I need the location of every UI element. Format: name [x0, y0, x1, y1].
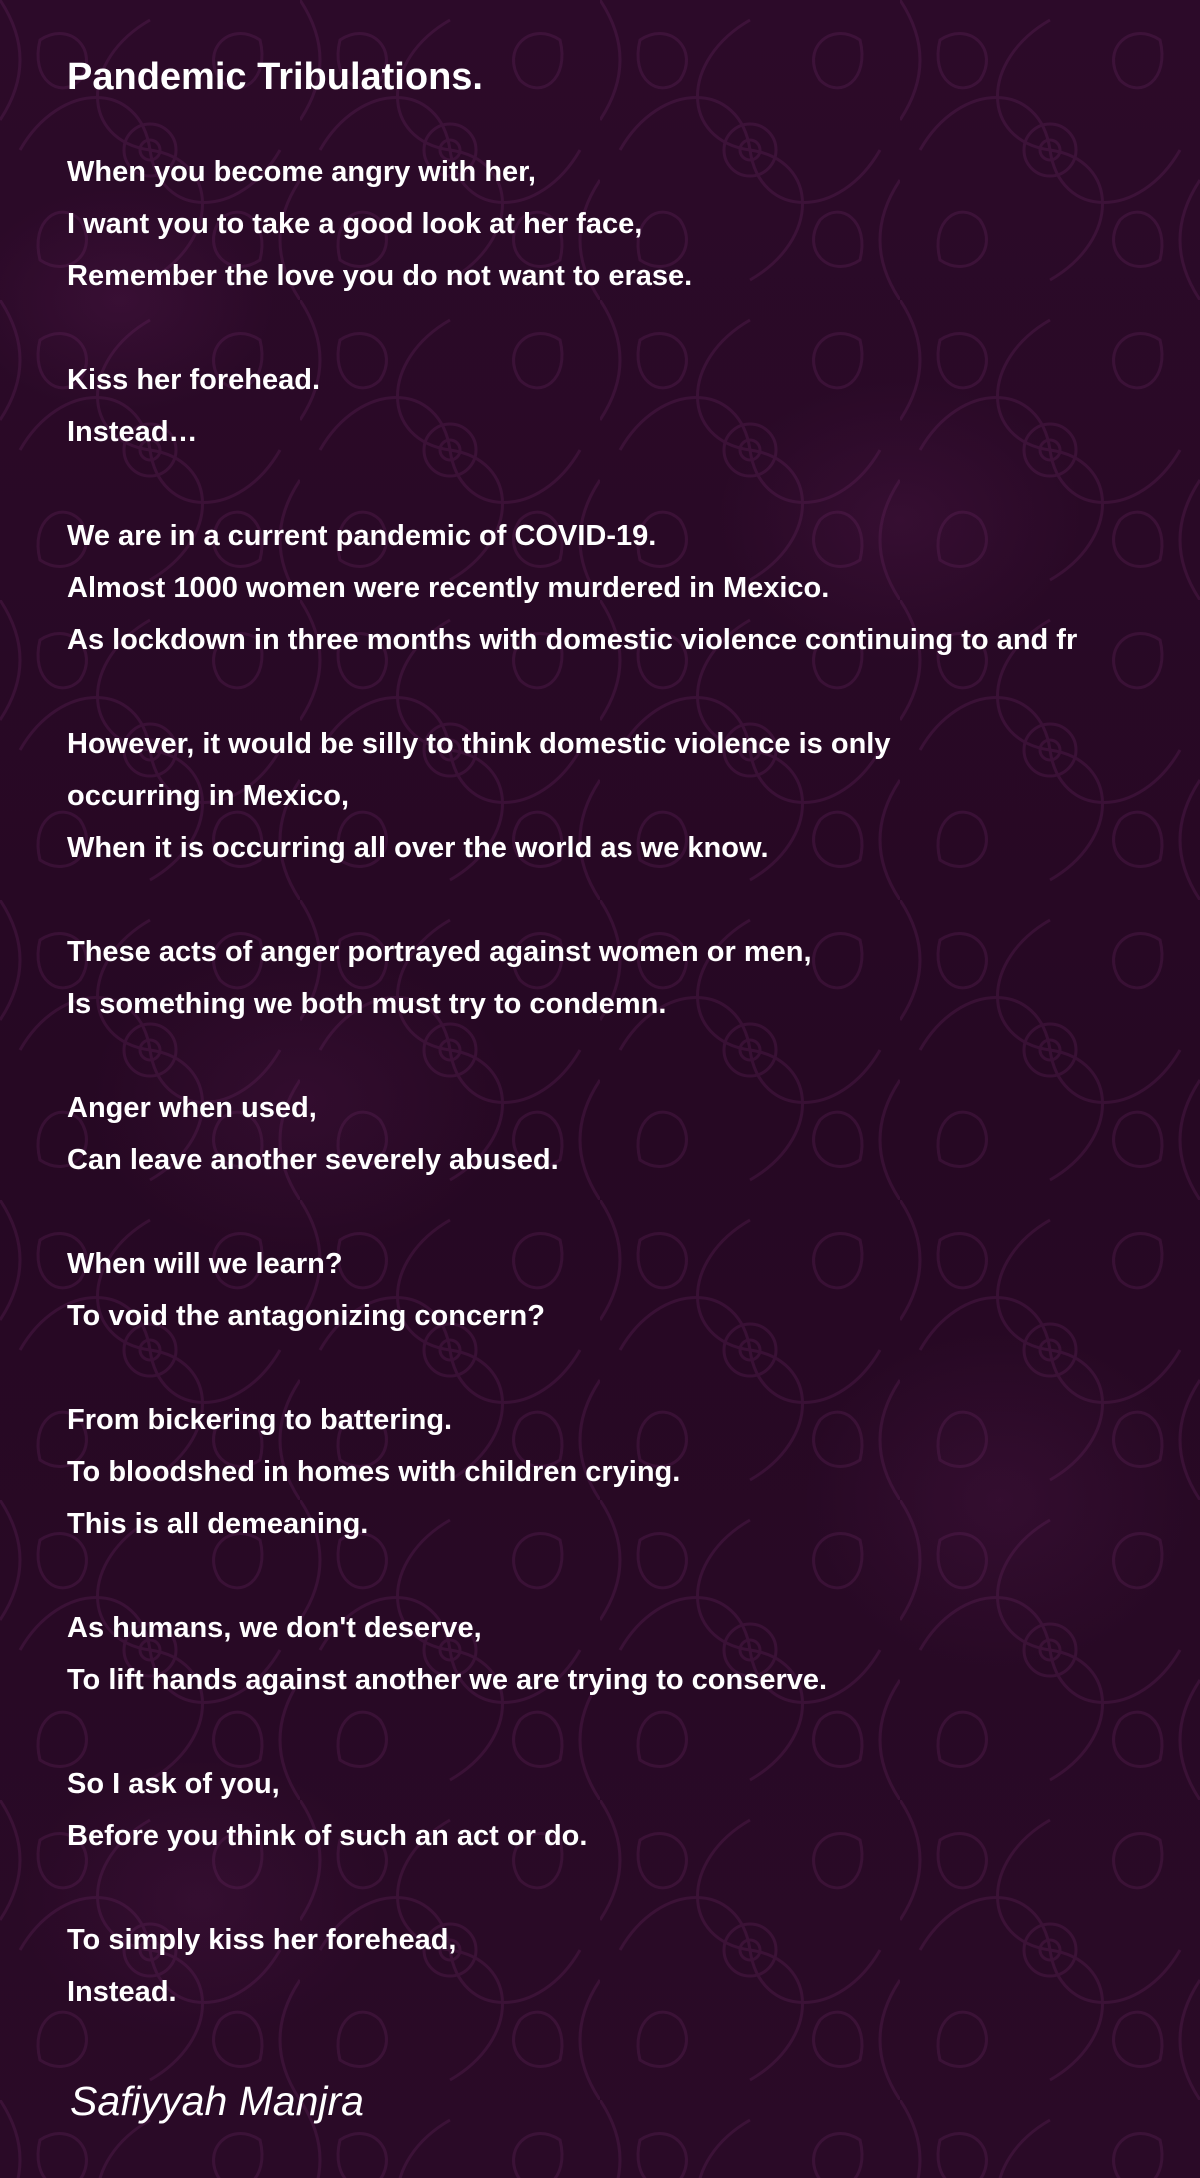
poem-line: occurring in Mexico, [67, 780, 349, 812]
poem-line: To lift hands against another we are trying to conserve. [67, 1664, 828, 1696]
poem-line: When will we learn? [67, 1248, 343, 1280]
poem-stanza [67, 1914, 1200, 2018]
poem-line: As humans, we don't deserve, [67, 1612, 482, 1644]
poem-author: Safiyyah Manjra [70, 2078, 364, 2124]
poem-line: To void the antagonizing concern? [67, 1300, 545, 1332]
poem-stanza [67, 1082, 1200, 1186]
poem-stanza [67, 1238, 1200, 1342]
poem-stanza [67, 1758, 1200, 1862]
poem-line: Anger when used, [67, 1092, 317, 1124]
poem-line: So I ask of you, [67, 1768, 280, 1800]
poem-stanza [67, 510, 1200, 666]
poem-line: As lockdown in three months with domestic violence continuing to and fr [67, 624, 1078, 656]
poem-line: Almost 1000 women were recently murdered in Mexico. [67, 572, 830, 604]
poem-line: However, it would be silly to think domestic violence is only [67, 728, 891, 760]
poem-line: Instead… [67, 416, 198, 448]
poem-line: These acts of anger portrayed against women or men, [67, 936, 812, 968]
poem-line: This is all demeaning. [67, 1508, 369, 1540]
poem-line: From bickering to battering. [67, 1404, 453, 1436]
poem-stanza [67, 926, 1200, 1030]
poem-stanza [67, 718, 1200, 874]
poem-line: Remember the love you do not want to erase. [67, 260, 693, 292]
poem-line: Kiss her forehead. [67, 364, 321, 396]
poem-line: I want you to take a good look at her face, [67, 208, 643, 240]
poem-body [67, 146, 1200, 2018]
poem-line: Is something we both must try to condemn. [67, 988, 667, 1020]
poem-line: Instead. [67, 1976, 177, 2008]
poem-stanza [67, 1394, 1200, 1550]
poem-stanza [67, 146, 1200, 302]
poem-stanza [67, 354, 1200, 458]
poem-container [67, 52, 1200, 2070]
poem-line: We are in a current pandemic of COVID-19. [67, 520, 657, 552]
poem-line: To bloodshed in homes with children crying. [67, 1456, 681, 1488]
poem-line: When it is occurring all over the world as we know. [67, 832, 769, 864]
poem-stanza [67, 1602, 1200, 1706]
poem-line: Can leave another severely abused. [67, 1144, 559, 1176]
poem-line: When you become angry with her, [67, 156, 536, 188]
poem-line: To simply kiss her forehead, [67, 1924, 457, 1956]
poem-title: Pandemic Tribulations. [67, 56, 483, 98]
poem-line: Before you think of such an act or do. [67, 1820, 588, 1852]
